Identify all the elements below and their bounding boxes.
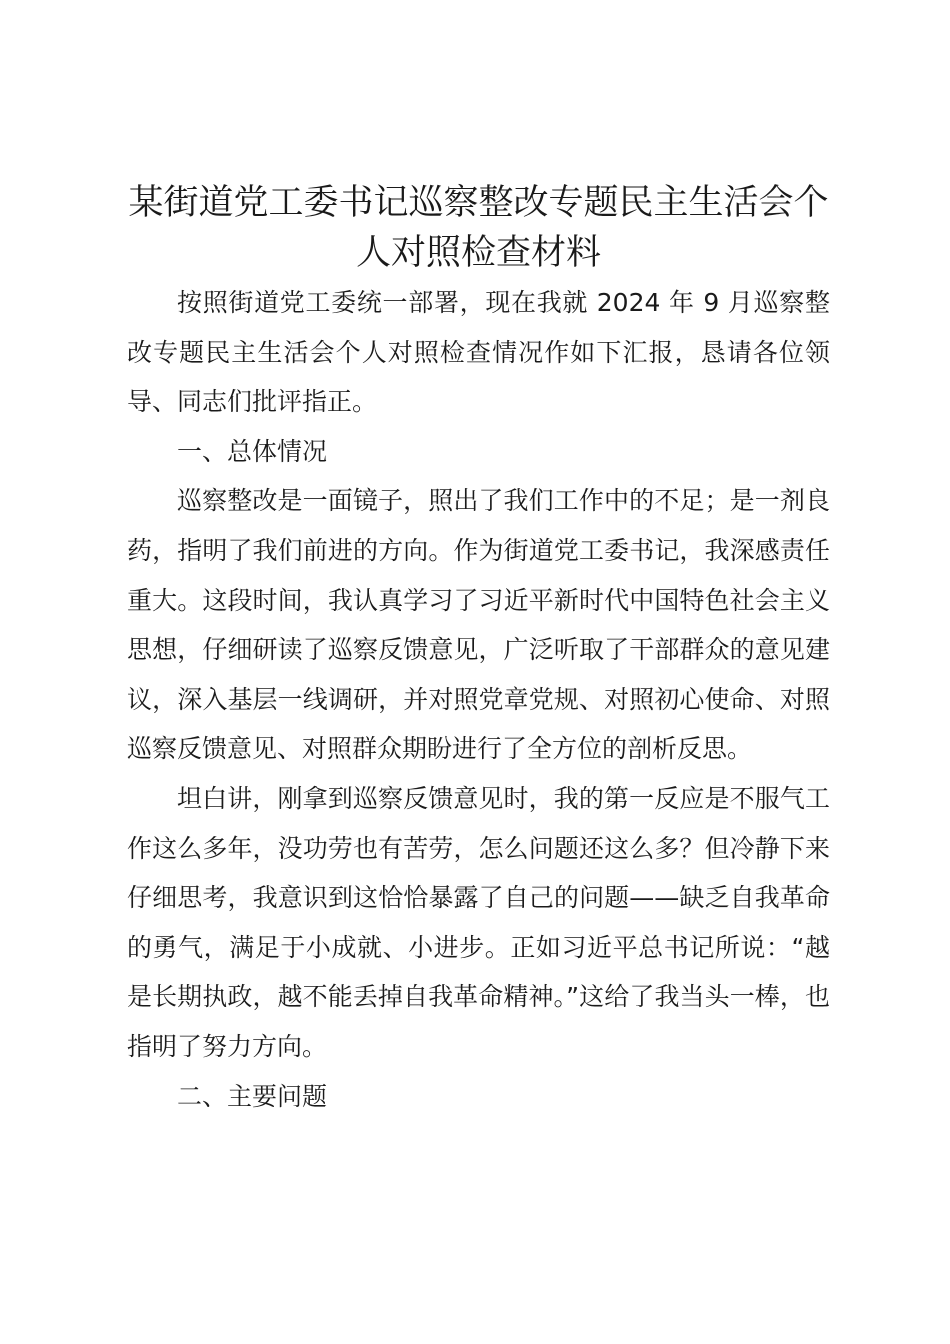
intro-paragraph: 按照街道党工委统一部署，现在我就 2024 年 9 月巡察整改专题民主生活会个人对照检查情况作如下汇报，恳请各位领导、同志们批评指正。 bbox=[127, 288, 830, 417]
document-title: 某街道党工委书记巡察整改专题民主生活会个人对照检查材料 bbox=[128, 183, 829, 273]
overall-paragraph: 巡察整改是一面镜子，照出了我们工作中的不足；是一剂良药，指明了我们前进的方向。作为街道党工委书记，我深感责任重大。这段时间，我认真学习了习近平新时代中国特色社会主义思想，仔细研读了巡察反馈意见，广泛听取了干部群众的意见建议，深入基层一线调研，并对照党章党规、对照初心使命、对照巡察反馈意见、对照群众期盼进行了全方位的剖析反思。 bbox=[127, 486, 830, 764]
section-heading-problems: 二、主要问题 bbox=[177, 1081, 328, 1111]
document-body bbox=[127, 178, 830, 1121]
reflection-paragraph: 坦白讲，刚拿到巡察反馈意见时，我的第一反应是不服气工作这么多年，没功劳也有苦劳，怎么问题还这么多？但冷静下来仔细思考，我意识到这恰恰暴露了自己的问题——缺乏自我革命的勇气，满足于小成就、小进步。正如习近平总书记所说：“越是长期执政，越不能丢掉自我革命精神。”这给了我当头一棒，也指明了努力方向。 bbox=[127, 783, 830, 1061]
section-heading-overall: 一、总体情况 bbox=[177, 436, 328, 466]
